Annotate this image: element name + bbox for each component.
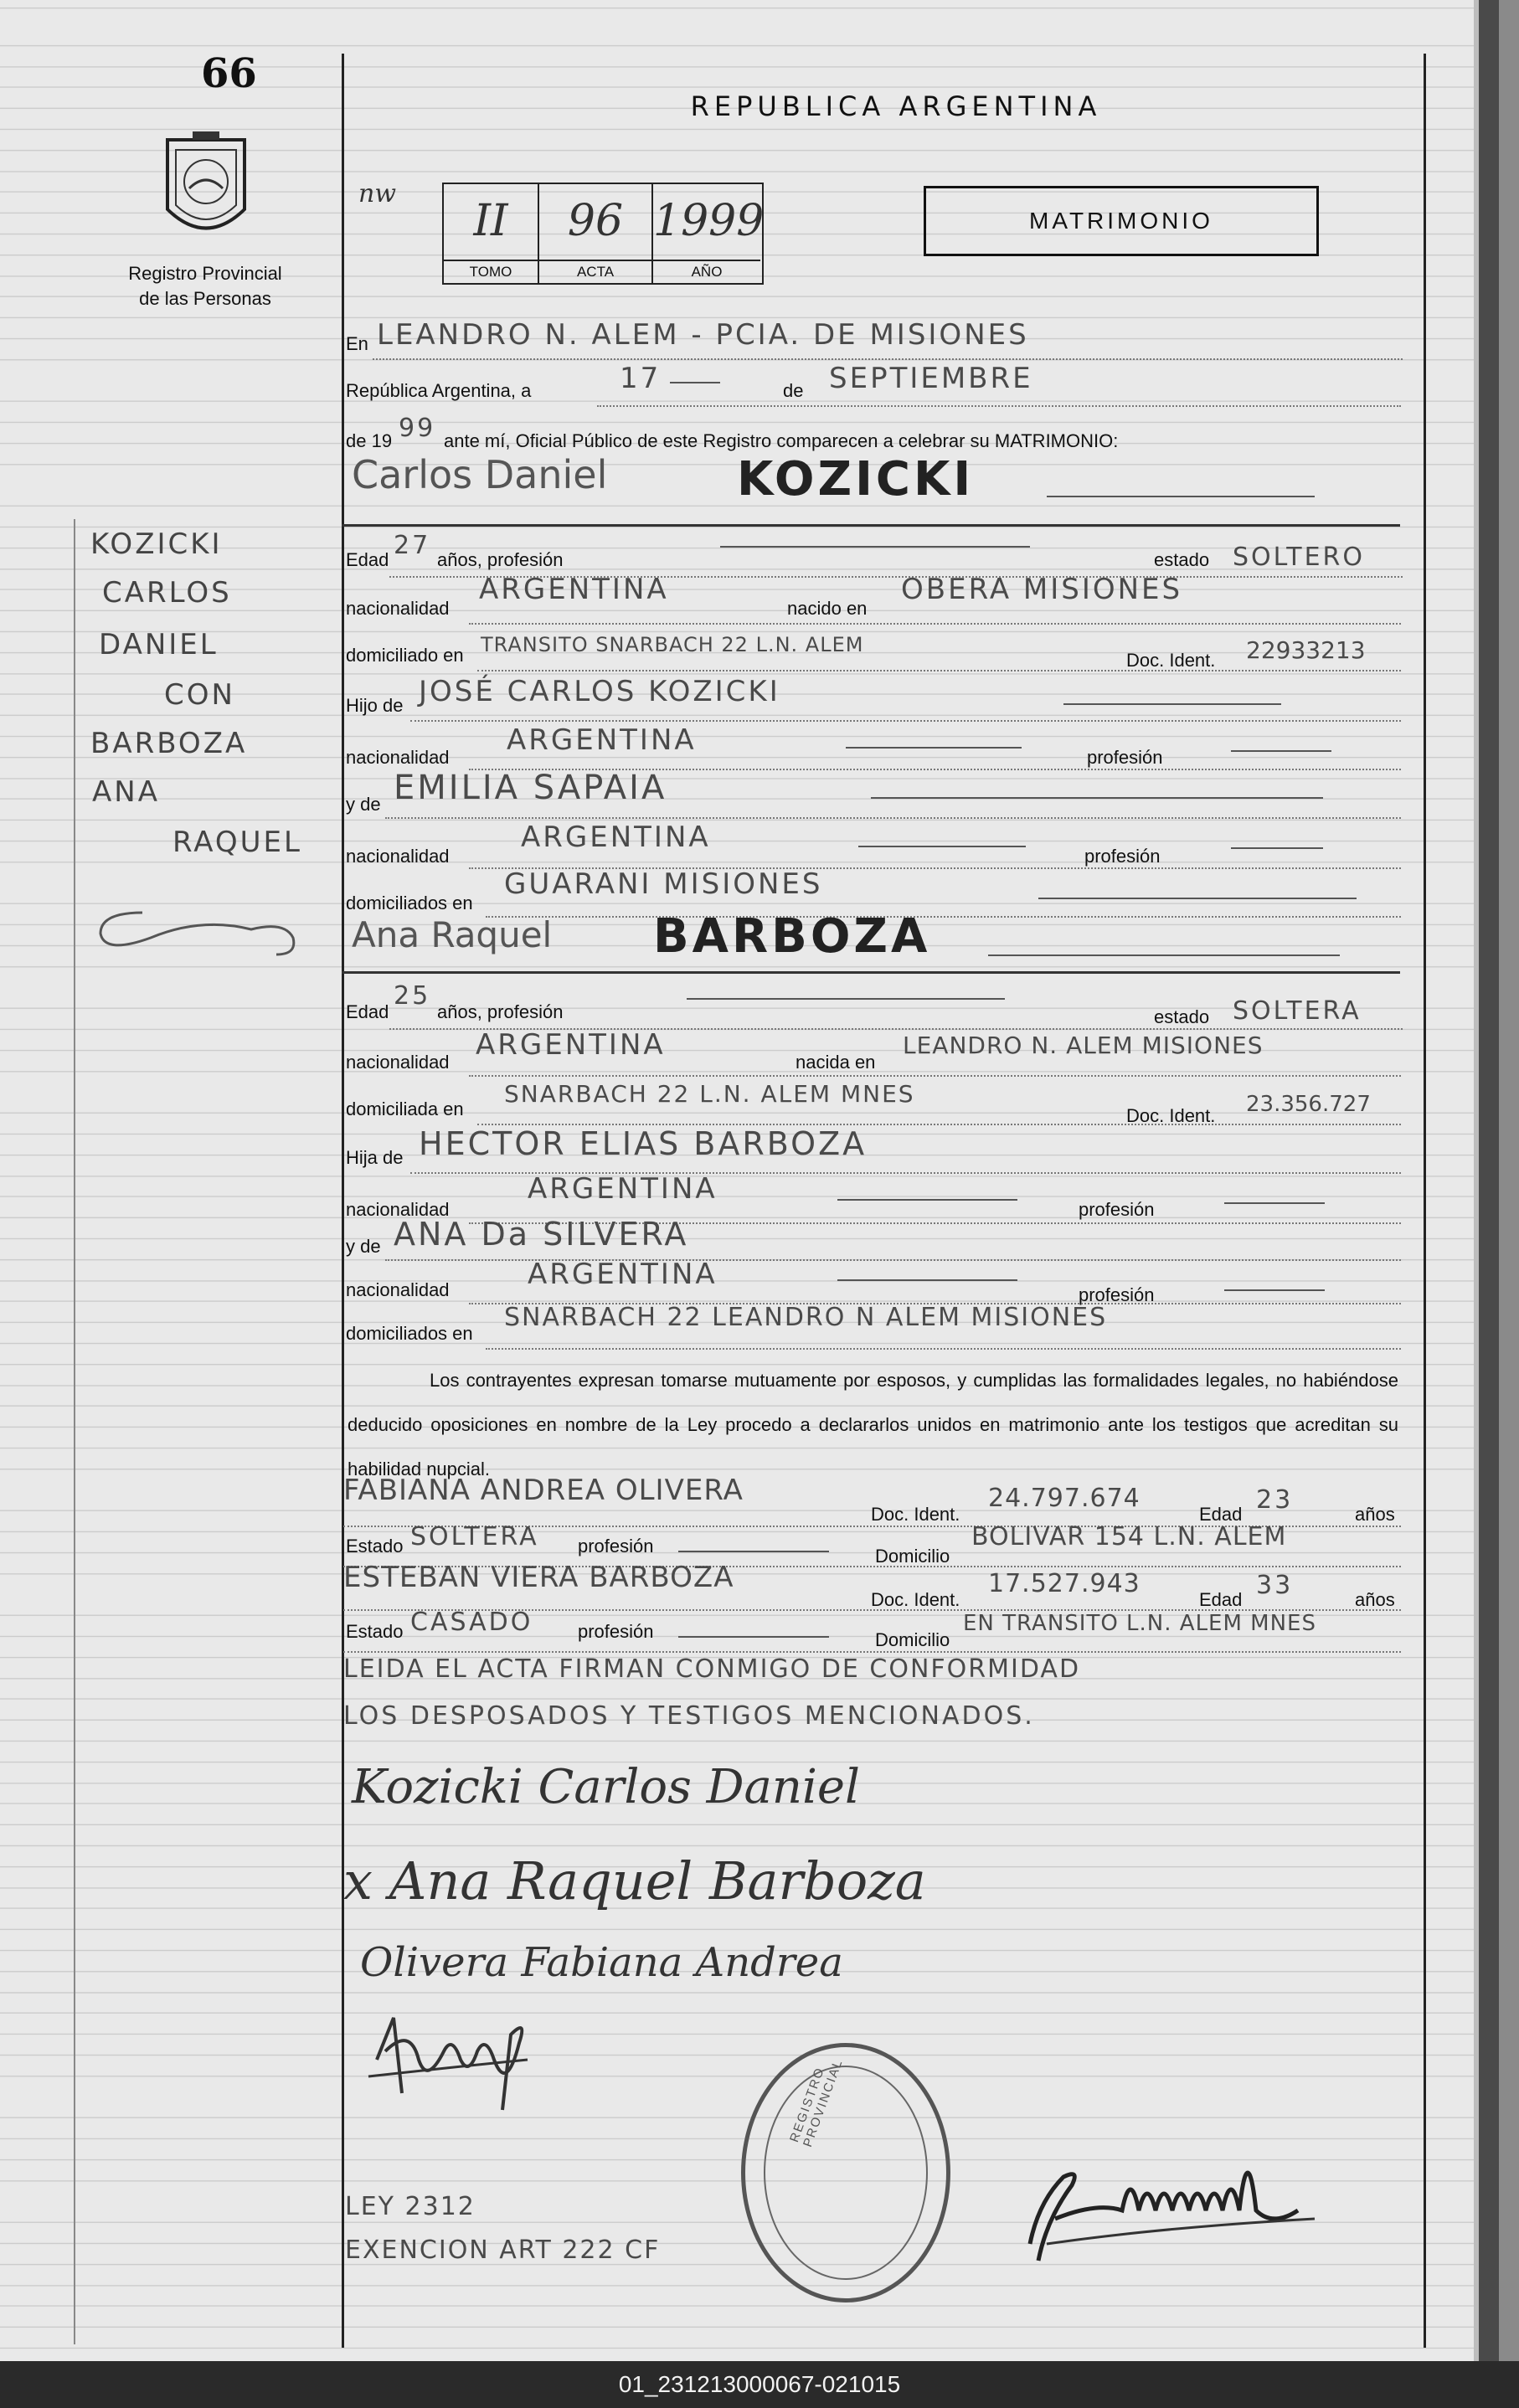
bride-doc: 23.356.727 [1246,1092,1371,1117]
bride-nacida: LEANDRO N. ALEM MISIONES [903,1032,1264,1059]
official-signature-icon [996,2118,1348,2277]
left-margin-rule [342,54,344,2348]
bride-nacionalidad-label: nacionalidad [346,1052,450,1073]
witness2-doc-label: Doc. Ident. [871,1589,960,1610]
bride-nacida-label: nacida en [796,1052,876,1073]
acta-value: 96 [567,196,624,246]
declaration-text: Los contrayentes expresan tomarse mutuamente por esposos, y cumplidas las formalidades legales, no habiéndose deducido oposiciones en nombre de la Ley procedo a declararlos unidos en matrimonio ante los testigos que acreditan su habilidad nupcial. [348,1370,1398,1479]
page-shadow [1479,0,1499,2361]
year-suffix: 99 [399,414,436,443]
bride-domiciliada-label: domiciliada en [346,1099,464,1119]
groom-father-dash [1063,703,1281,705]
groom-anos-profesion-label: años, profesión [437,549,564,570]
witness2-estado-line [343,1651,1401,1653]
en-label: En [346,333,368,354]
tomo-value: II [473,196,508,246]
official-stamp [741,2043,950,2303]
margin-line-6: ANA [92,775,160,809]
witness2-edad-label: Edad [1199,1589,1243,1610]
place: LEANDRO N. ALEM - PCIA. DE MISIONES [377,318,1029,352]
groom-estado-label: estado [1154,549,1210,570]
witness2-profesion-label: profesión [578,1621,654,1642]
groom-nacido-label: nacido en [787,598,868,619]
witness1-signature: Olivera Fabiana Andrea [360,1939,843,1986]
bride-parents-dom-line [486,1348,1401,1350]
groom-nacido: OBERA MISIONES [901,573,1183,606]
stamp-inner-ring [764,2066,928,2280]
bride-domicilio: SNARBACH 22 L.N. ALEM MNES [504,1080,915,1108]
bride-father-prof-label: profesión [1079,1199,1155,1220]
witness2-estado: CASADO [410,1608,533,1637]
groom-mother-nac-label: nacionalidad [346,846,450,867]
witness1-domicilio-label: Domicilio [875,1546,950,1567]
groom-estado: SOLTERO [1233,543,1365,572]
bride-mother-nac-dash [837,1279,1017,1281]
groom-profesion-dash [720,546,1030,548]
groom-nacionalidad: ARGENTINA [479,573,669,606]
groom-father-prof-label: profesión [1087,747,1163,768]
bride-y-de-label: y de [346,1236,381,1257]
groom-mother-prof-dash [1231,847,1323,849]
groom-mother: EMILIA SAPAIA [394,769,667,807]
closing-line-1: LEIDA EL ACTA FIRMAN CONMIGO DE CONFORMIDAD [343,1654,1081,1684]
groom-father-line [410,720,1401,722]
bride-mother-nac-label: nacionalidad [346,1279,450,1300]
ano-value: 1999 [653,196,765,246]
groom-father-nac-label: nacionalidad [346,747,450,768]
bride-section-rule [342,971,1400,974]
groom-age: 27 [394,531,431,560]
witness1-profesion-dash [678,1551,829,1552]
ano-label: AÑO [653,260,760,283]
witness2-estado-label: Estado [346,1621,404,1642]
groom-mother-line [385,817,1401,819]
bride-estado: SOLTERA [1233,996,1362,1026]
closing-line-2: LOS DESPOSADOS Y TESTIGOS MENCIONADOS. [343,1701,1035,1731]
groom-parents-dom-label: domiciliados en [346,893,473,913]
bride-given-names: Ana Raquel [352,914,553,955]
record-number-box [442,183,764,285]
law-note-1: LEY 2312 [345,2192,476,2221]
groom-nacionalidad-label: nacionalidad [346,598,450,619]
bride-anos-profesion-label: años, profesión [437,1001,564,1022]
witness2-signature-icon [360,2001,553,2118]
page-number: 66 [201,50,257,97]
document-type-box [924,186,1319,256]
witness1-estado-label: Estado [346,1536,404,1556]
bride-mother-prof-dash [1224,1289,1325,1291]
bride-father-nac: ARGENTINA [528,1172,718,1206]
bride-father-nac-label: nacionalidad [346,1199,450,1220]
groom-doc: 22933213 [1246,636,1366,664]
bride-mother-prof-label: profesión [1079,1284,1155,1305]
witness1-estado: SOLTERA [410,1522,539,1551]
groom-mother-dash [871,797,1323,799]
groom-name-dash [1047,496,1315,497]
groom-parents-dom-dash [1038,898,1357,899]
year-prefix: de 19 [346,430,393,451]
margin-line-1: KOZICKI [90,527,223,561]
bride-signature: x Ana Raquel Barboza [343,1850,926,1911]
bride-estado-label: estado [1154,1006,1210,1027]
groom-father: JOSÉ CARLOS KOZICKI [419,675,780,708]
date-line [597,405,1401,407]
witness2-domicilio: EN TRANSITO L.N. ALEM MNES [963,1611,1316,1636]
registry-name [92,261,318,311]
bride-name-dash [988,954,1340,956]
witness1-doc-label: Doc. Ident. [871,1504,960,1525]
margin-line-7: RAQUEL [172,826,302,859]
bride-father-nac-dash [837,1199,1017,1201]
groom-father-prof-dash [1231,750,1331,752]
witness1-anos-label: años [1355,1504,1395,1525]
bride-father-prof-dash [1224,1202,1325,1204]
witness1-doc: 24.797.674 [988,1484,1141,1513]
groom-father-nac-dash [846,747,1022,749]
month-de-label: de [783,380,804,401]
footer-id: 01_231213000067-021015 [618,2371,901,2397]
day: 17 [620,362,662,395]
witness1-name: FABIANA ANDREA OLIVERA [343,1474,744,1507]
bride-father: HECTOR ELIAS BARBOZA [419,1125,868,1162]
witness1-edad-label: Edad [1199,1504,1243,1525]
witness2-doc: 17.527.943 [988,1569,1141,1598]
witness2-age: 33 [1256,1571,1294,1600]
groom-dom-line [477,670,1401,671]
acta-label: ACTA [539,260,651,283]
bride-doc-label: Doc. Ident. [1126,1105,1216,1126]
registry-line-2: de las Personas [139,288,271,309]
margin-line-3: DANIEL [99,628,219,661]
corner-initials: nw [358,179,396,208]
margin-line-5: BARBOZA [90,727,248,760]
groom-domiciliado-label: domiciliado en [346,645,464,666]
registry-line-1: Registro Provincial [128,263,282,284]
outer-left-rule [74,519,75,2344]
document-title: REPUBLICA ARGENTINA [690,90,1102,122]
groom-parents-dom: GUARANI MISIONES [504,867,823,901]
bride-mother: ANA Da SILVERA [394,1216,689,1253]
groom-doc-label: Doc. Ident. [1126,650,1216,671]
republica-label: República Argentina, a [346,380,532,401]
groom-surname: KOZICKI [737,452,975,507]
day-dash [670,382,720,383]
groom-given-names: Carlos Daniel [352,452,608,497]
witness1-age: 23 [1256,1485,1294,1515]
stamp-text: REGISTRO PROVINCIAL [787,2056,846,2149]
witness2-anos-label: años [1355,1589,1395,1610]
bride-hija-label: Hija de [346,1147,404,1168]
witness1-profesion-label: profesión [578,1536,654,1556]
groom-mother-nac: ARGENTINA [521,821,711,854]
groom-domicilio: TRANSITO SNARBACH 22 L.N. ALEM [481,633,864,656]
bride-age: 25 [394,981,431,1011]
groom-mother-nac-dash [858,846,1026,847]
groom-edad-label: Edad [346,549,389,570]
footer-bar [0,2361,1519,2408]
acta-cell [539,184,653,283]
witness2-domicilio-label: Domicilio [875,1629,950,1650]
bride-parents-dom: SNARBACH 22 LEANDRO N ALEM MISIONES [504,1303,1108,1332]
margin-flourish-icon [84,896,310,963]
margin-line-4: CON [164,678,235,712]
month: SEPTIEMBRE [829,362,1033,395]
groom-mother-prof-label: profesión [1084,846,1161,867]
bride-surname: BARBOZA [653,909,931,964]
law-note-2: EXENCION ART 222 CF [345,2236,661,2265]
tomo-cell [444,184,539,283]
bride-edad-label: Edad [346,1001,389,1022]
groom-y-de-label: y de [346,794,381,815]
bride-nac-line [469,1075,1401,1077]
bride-parents-dom-label: domiciliados en [346,1323,473,1344]
witness2-name: ESTEBAN VIERA BARBOZA [343,1561,734,1594]
margin-line-2: CARLOS [102,576,232,610]
groom-signature: Kozicki Carlos Daniel [352,1760,860,1814]
witness1-domicilio: BOLIVAR 154 L.N. ALEM [971,1522,1287,1551]
bride-profesion-dash [687,998,1005,1000]
provincial-seal-icon [161,130,251,247]
intro-sentence: ante mí, Oficial Público de este Registro comparecen a celebrar su MATRIMONIO: [444,430,1119,451]
groom-hijo-label: Hijo de [346,695,404,716]
bride-nacionalidad: ARGENTINA [476,1028,666,1062]
document-type: MATRIMONIO [1029,208,1213,234]
witness2-profesion-dash [678,1636,829,1638]
place-line [373,358,1403,360]
bride-mother-nac: ARGENTINA [528,1258,718,1291]
right-margin-rule [1424,54,1426,2348]
groom-parents-dom-line [486,916,1401,918]
ano-cell [653,184,765,283]
groom-father-nac: ARGENTINA [507,723,697,757]
groom-section-rule [342,524,1400,527]
groom-nac-line [469,623,1401,625]
tomo-label: TOMO [444,260,538,283]
